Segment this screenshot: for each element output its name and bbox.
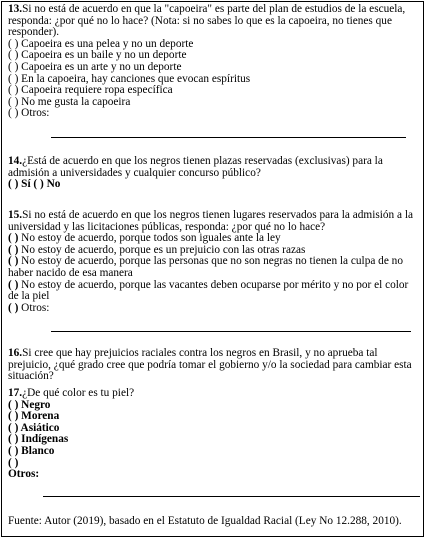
- question-number: 16.: [8, 347, 23, 359]
- q17-option-other: Otros:: [8, 468, 40, 481]
- q17-option-indigenas: ( ) Indígenas: [8, 433, 69, 446]
- question-15-text: 15.Si no está de acuerdo en que los negros tienen lugares reservados para la admisión a la universidad y las licitaciones públicas, responda: ¿por qué no lo hace?: [8, 209, 413, 233]
- q15-other-blank-line: [51, 331, 411, 332]
- q13-option-1: ( ) Capoeira es una pelea y no un deporte: [8, 37, 194, 50]
- q15-option-3: ( ) No estoy de acuerdo, porque las personas que no son negras no tienen la culpa de no haber nacido de esa manera: [8, 255, 403, 279]
- question-14-text: 14.¿Está de acuerdo en que los negros tienen plazas reservadas (exclusivas) para la admisión a universidades y cualquier concurso público?: [8, 155, 383, 179]
- source-text: Fuente: Autor (2019), basado en el Estatuto de Igualdad Racial (Ley No 12.288, 2010).: [8, 515, 402, 527]
- question-17: [8, 388, 417, 481]
- question-14: [8, 156, 417, 191]
- question-number: 17.: [8, 387, 23, 399]
- q13-option-5: ( ) Capoeira requiere ropa específica: [8, 84, 173, 97]
- q14-answer-options: ( ) Sí ( ) No: [8, 178, 61, 191]
- q17-option-negro: ( ) Negro: [8, 398, 51, 411]
- question-number: 14.: [8, 155, 23, 167]
- q13-option-other: ( ) Otros:: [8, 107, 50, 120]
- q17-option-blanco: ( ) Blanco: [8, 444, 55, 457]
- question-13: [8, 4, 417, 120]
- question-16-text: 16.Si cree que hay prejuicios raciales contra los negros en Brasil, y no aprueba tal prejuicio, ¿qué grado cree que podría tomar el gobierno y/o la sociedad para cambiar esta situación?: [8, 347, 412, 383]
- q15-option-2: ( ) No estoy de acuerdo, porque es un prejuicio con las otras razas: [8, 243, 306, 256]
- q17-option-asiatico: ( ) Asiático: [8, 421, 60, 434]
- q15-option-4: ( ) No estoy de acuerdo, porque las vacantes deben ocuparse por mérito y no por el color de la piel: [8, 278, 409, 303]
- question-number: 13.: [8, 3, 23, 15]
- q13-option-6: ( ) No me gusta la capoeira: [8, 95, 131, 108]
- question-13-text: 13.Si no está de acuerdo en que la "capoeira" es parte del plan de estudios de la escuela, responda: ¿por qué no lo hace? (Nota: si no sabes lo que es la capoeira, no tienes que responder).: [8, 3, 406, 39]
- question-number: 15.: [8, 209, 23, 221]
- q15-option-other: ( ) Otros:: [8, 301, 50, 314]
- questionnaire-frame: [1, 1, 424, 537]
- q13-option-3: ( ) Capoeira es un arte y no un deporte: [8, 60, 182, 73]
- q13-option-2: ( ) Capoeira es un baile y no un deporte: [8, 49, 187, 62]
- source-note: [8, 516, 417, 528]
- question-15: [8, 210, 417, 314]
- q15-option-1: ( ) No estoy de acuerdo, porque todos son iguales ante la ley: [8, 232, 281, 245]
- question-16: [8, 348, 417, 383]
- q17-other-blank-line: [43, 496, 420, 497]
- q17-option-empty: ( ): [8, 456, 19, 469]
- q13-option-4: ( ) En la capoeira, hay canciones que evocan espíritus: [8, 72, 251, 85]
- question-17-text: 17.¿De qué color es tu piel?: [8, 387, 135, 399]
- q13-other-blank-line: [51, 137, 406, 138]
- q17-option-morena: ( ) Morena: [8, 410, 60, 423]
